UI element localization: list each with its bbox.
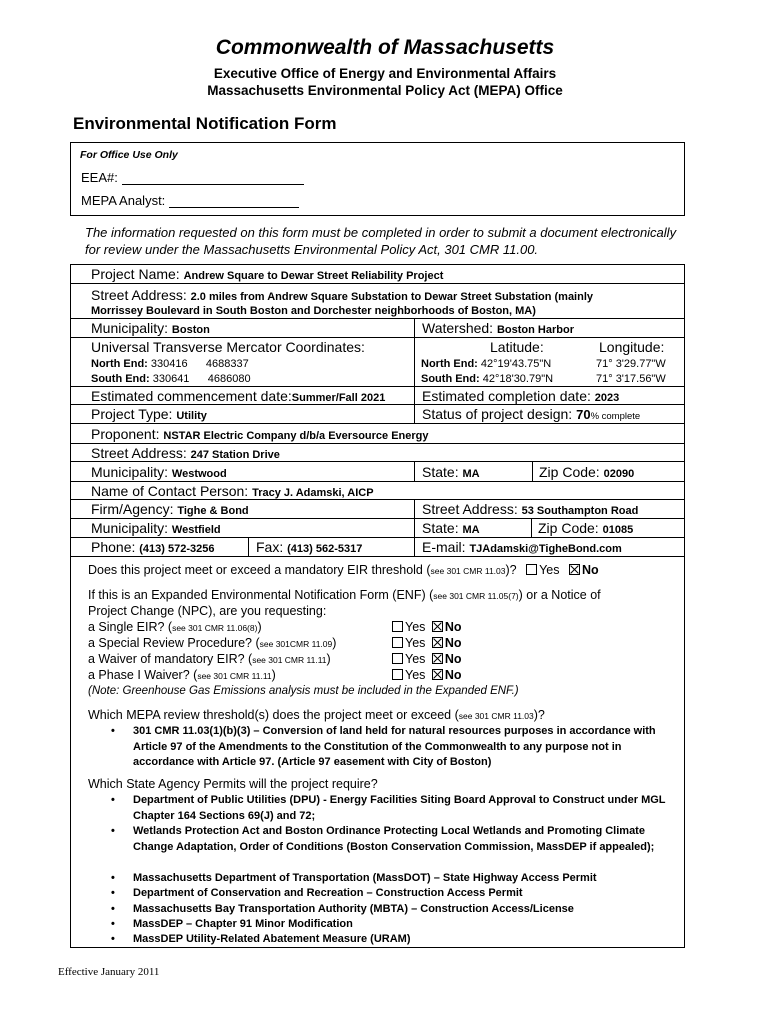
contact-street-value[interactable]: 53 Southampton Road: [521, 505, 639, 517]
waiver-eir-options: [392, 651, 462, 667]
design-status-label: Status of project design:: [422, 406, 573, 422]
analyst-label: MEPA Analyst:: [81, 193, 166, 208]
south-end-label: South End:: [421, 373, 480, 385]
waiver-eir-end: ): [326, 652, 331, 666]
single-eir-question: [88, 619, 262, 636]
email-value[interactable]: TJAdamski@TigheBond.com: [469, 543, 622, 555]
south-end-coords: [421, 372, 553, 386]
permit-item: [111, 793, 681, 824]
special-review-end: ): [332, 636, 337, 650]
contact-state-label: State:: [422, 520, 459, 536]
permits-question: Which State Agency Permits will the project require?: [88, 777, 378, 791]
expanded-enf-question-line2: Project Change (NPC), are you requesting:: [88, 604, 327, 618]
fax-value[interactable]: (413) 562-5317: [287, 543, 363, 555]
south-longitude-value[interactable]: 71° 3'17.56"W: [596, 373, 666, 385]
permit-item: [111, 824, 681, 855]
eir-yes-label: Yes: [539, 563, 560, 577]
proponent-street-value[interactable]: 247 Station Drive: [190, 449, 280, 461]
permit-item: [111, 871, 681, 887]
proponent-municipality-value[interactable]: Westwood: [171, 468, 227, 480]
proponent-state-value[interactable]: MA: [462, 468, 480, 480]
threshold-item-text[interactable]: 301 CMR 11.03(1)(b)(3) – Conversion of land held for natural resources purposes in accordance with Article 97 of the Amendments to the Constitution of the Commonwealth to any purpose not in accordance with Article 97. (Article 97 easement with City of Boston): [133, 725, 656, 768]
email-label: E-mail:: [422, 539, 466, 555]
permit-item-text[interactable]: MassDEP – Chapter 91 Minor Modification: [133, 918, 353, 930]
threshold-item: [111, 724, 681, 771]
contact-street-field: [422, 501, 638, 520]
permit-item-text[interactable]: Massachusetts Bay Transportation Authority (MBTA) – Construction Access/License: [133, 903, 574, 915]
phase-waiver-question: [88, 667, 276, 684]
bullet-icon: •: [111, 918, 115, 930]
proponent-zip-value[interactable]: 02090: [603, 468, 635, 480]
email-field: [422, 539, 622, 558]
north-end-coords: [421, 357, 551, 371]
project-name-label: Project Name:: [91, 266, 180, 282]
permit-item: [111, 917, 681, 933]
proponent-state-field: [422, 464, 480, 483]
phase-waiver-options: [392, 667, 462, 683]
north-end-utm: [91, 357, 249, 371]
permit-item: [111, 886, 681, 902]
contact-name-value[interactable]: Tracy J. Adamski, AICP: [252, 487, 374, 499]
project-municipality-value[interactable]: Boston: [171, 324, 210, 336]
proponent-municipality-field: [91, 464, 227, 483]
agency-name: Massachusetts Environmental Policy Act (MEPA) Office: [207, 83, 563, 98]
thresholds-question: [88, 707, 545, 724]
south-latitude-value[interactable]: 42°18'30.79"N: [482, 373, 554, 385]
single-eir-label: a Single EIR? (: [88, 620, 173, 634]
north-longitude: [596, 357, 666, 371]
bullet-icon: •: [111, 794, 115, 806]
document-title: Commonwealth of Massachusetts: [215, 36, 555, 59]
eir-no-label: No: [582, 563, 599, 577]
watershed-label: Watershed:: [422, 320, 494, 336]
permit-item-text[interactable]: Massachusetts Department of Transportation (MassDOT) – State Highway Access Permit: [133, 872, 597, 884]
project-municipality-label: Municipality:: [91, 320, 169, 336]
longitude-label: Longitude:: [599, 339, 665, 355]
phase-waiver-no-checkbox[interactable]: [432, 669, 443, 680]
eir-threshold-question: [88, 562, 599, 579]
contact-municipality-label: Municipality:: [91, 520, 169, 536]
single-eir-yes-checkbox[interactable]: [392, 621, 403, 632]
waiver-eir-yes-checkbox[interactable]: [392, 653, 403, 664]
column-divider: [414, 319, 415, 424]
completion-label: Estimated completion date:: [422, 388, 591, 404]
special-review-no-label: No: [444, 636, 462, 650]
contact-municipality-value[interactable]: Westfield: [171, 524, 221, 536]
contact-zip-label: Zip Code:: [538, 520, 599, 536]
bullet-icon: •: [111, 872, 115, 884]
office-use-box: [70, 142, 685, 216]
completion-field: [422, 388, 619, 407]
project-municipality-field: [91, 320, 210, 339]
design-status-field: [422, 406, 640, 425]
contact-municipality-field: [91, 520, 221, 539]
proponent-value[interactable]: NSTAR Electric Company d/b/a Eversource Energy: [163, 430, 429, 442]
eea-label: EEA#:: [81, 170, 118, 185]
waiver-eir-yes-label: Yes: [405, 652, 426, 666]
project-type-label: Project Type:: [91, 406, 173, 422]
phase-waiver-label: a Phase I Waiver? (: [88, 668, 198, 682]
fax-field: [256, 539, 362, 558]
proponent-municipality-label: Municipality:: [91, 464, 169, 480]
bullet-icon: •: [111, 725, 115, 737]
proponent-street-label: Street Address:: [91, 445, 187, 461]
ghg-note: (Note: Greenhouse Gas Emissions analysis must be included in the Expanded ENF.): [88, 685, 519, 697]
phase-waiver-yes-label: Yes: [405, 668, 426, 682]
expanded-enf-question: [88, 587, 601, 604]
south-longitude: [596, 372, 666, 386]
project-type-field: [91, 406, 207, 425]
contact-state-field: [422, 520, 480, 539]
single-eir-yes-label: Yes: [405, 620, 426, 634]
project-name-value[interactable]: Andrew Square to Dewar Street Reliability Project: [183, 270, 444, 282]
completion-value[interactable]: 2023: [594, 392, 620, 404]
expanded-question-text: If this is an Expanded Environmental Notification Form (ENF) (: [88, 588, 434, 602]
north-end-label: North End:: [91, 358, 148, 370]
commencement-value[interactable]: Summer/Fall 2021: [291, 392, 386, 404]
watershed-field: [422, 320, 574, 339]
south-end-utm-value[interactable]: 330641 4686080: [152, 373, 251, 385]
project-street-label: Street Address:: [91, 287, 187, 303]
north-end-label: North End:: [421, 358, 478, 370]
thresholds-question-ref: see 301 CMR 11.03: [458, 711, 534, 721]
permit-item: [111, 902, 681, 918]
mepa-analyst-field[interactable]: [169, 195, 299, 208]
permit-item-text[interactable]: Department of Public Utilities (DPU) - Energy Facilities Siting Board Approval to Construct under MGL Chapter 164 Sections 69(J) and 72;: [133, 794, 666, 822]
contact-zip-field: [538, 520, 633, 539]
special-review-yes-label: Yes: [405, 636, 426, 650]
column-divider: [414, 500, 415, 557]
phone-value[interactable]: (413) 572-3256: [139, 543, 215, 555]
permit-item-text[interactable]: Department of Conservation and Recreation – Construction Access Permit: [133, 887, 523, 899]
phase-waiver-end: ): [271, 668, 276, 682]
design-status-suffix: % complete: [590, 411, 641, 422]
project-street-value-line1[interactable]: 2.0 miles from Andrew Square Substation to Dewar Street Substation (mainly: [190, 291, 594, 303]
contact-street-label: Street Address:: [422, 501, 518, 517]
special-review-options: [392, 635, 462, 651]
eea-number-field[interactable]: [122, 172, 304, 185]
office-use-heading: For Office Use Only: [80, 149, 178, 161]
thresholds-question-text: Which MEPA review threshold(s) does the project meet or exceed (: [88, 708, 459, 722]
phase-waiver-ref: see 301 CMR 11.11: [197, 671, 272, 681]
south-end-utm: [91, 372, 251, 386]
single-eir-ref: see 301 CMR 11.06(8): [172, 623, 258, 633]
special-review-question: [88, 635, 336, 652]
project-street-value-line2[interactable]: Morrissey Boulevard in South Boston and Dorchester neighborhoods of Boston, MA): [91, 305, 536, 317]
phone-field: [91, 539, 215, 558]
bullet-icon: •: [111, 887, 115, 899]
thresholds-question-end: )?: [533, 708, 545, 722]
proponent-street-field: [91, 445, 280, 464]
waiver-eir-question: [88, 651, 331, 668]
fax-label: Fax:: [256, 539, 284, 555]
project-type-value[interactable]: Utility: [176, 410, 207, 422]
eir-question-ref: see 301 CMR 11.03: [430, 566, 506, 576]
proponent-label: Proponent:: [91, 426, 160, 442]
single-eir-no-label: No: [444, 620, 462, 634]
latitude-label: Latitude:: [490, 339, 544, 355]
form-title: Environmental Notification Form: [73, 114, 337, 133]
permit-item: [111, 932, 681, 948]
contact-state-value[interactable]: MA: [462, 524, 480, 536]
eea-number-line: [81, 170, 304, 185]
bullet-icon: •: [111, 903, 115, 915]
bullet-icon: •: [111, 933, 115, 945]
contact-name-field: [91, 483, 374, 502]
proponent-zip-label: Zip Code:: [539, 464, 600, 480]
design-status-percent[interactable]: 70: [576, 407, 591, 422]
watershed-value[interactable]: Boston Harbor: [496, 324, 574, 336]
waiver-eir-no-checkbox[interactable]: [432, 653, 443, 664]
eir-question-end: )?: [505, 563, 517, 577]
eir-question-text: Does this project meet or exceed a mandatory EIR threshold (: [88, 563, 431, 577]
special-review-ref: see 301CMR 11.09: [259, 639, 333, 649]
single-eir-no-checkbox[interactable]: [432, 621, 443, 632]
commencement-field: [91, 388, 385, 407]
expanded-question-end: ) or a Notice of: [518, 588, 601, 602]
project-name-field: [91, 266, 443, 285]
expanded-question-ref: see 301 CMR 11.05(7): [433, 591, 519, 601]
column-divider: [414, 462, 415, 482]
permit-item-text[interactable]: Wetlands Protection Act and Boston Ordinance Protecting Local Wetlands and Promoting Climate Change Adaptation, Order of Conditions (Boston Conservation Commission, MassDEP if appealed);: [133, 825, 655, 853]
mepa-analyst-line: [81, 193, 299, 208]
special-review-no-checkbox[interactable]: [432, 637, 443, 648]
utm-label: Universal Transverse Mercator Coordinates:: [91, 339, 365, 355]
office-name: Executive Office of Energy and Environmental Affairs: [213, 66, 557, 81]
bullet-icon: •: [111, 825, 115, 837]
permit-item-text[interactable]: MassDEP Utility-Related Abatement Measure (URAM): [133, 933, 411, 945]
column-divider: [531, 519, 532, 538]
eir-yes-checkbox[interactable]: [526, 564, 537, 575]
commencement-label: Estimated commencement date:: [91, 388, 292, 404]
footer-effective-date: Effective January 2011: [58, 966, 160, 978]
firm-field: [91, 501, 249, 520]
north-latitude-value[interactable]: 42°19'43.75"N: [480, 358, 552, 370]
contact-zip-value[interactable]: 01085: [602, 524, 634, 536]
proponent-state-label: State:: [422, 464, 459, 480]
phase-waiver-yes-checkbox[interactable]: [392, 669, 403, 680]
proponent-zip-field: [539, 464, 634, 483]
south-end-label: South End:: [91, 373, 150, 385]
waiver-eir-ref: see 301 CMR 11.11: [252, 655, 327, 665]
north-longitude-value[interactable]: 71° 3'29.77"W: [596, 358, 666, 370]
proponent-field: [91, 426, 429, 445]
phone-label: Phone:: [91, 539, 136, 555]
column-divider: [248, 538, 249, 557]
special-review-yes-checkbox[interactable]: [392, 637, 403, 648]
single-eir-end: ): [257, 620, 262, 634]
waiver-eir-label: a Waiver of mandatory EIR? (: [88, 652, 253, 666]
phase-waiver-no-label: No: [444, 668, 462, 682]
single-eir-options: [392, 619, 462, 635]
special-review-label: a Special Review Procedure? (: [88, 636, 260, 650]
firm-label: Firm/Agency:: [91, 501, 174, 517]
intro-text: The information requested on this form must be completed in order to submit a document electronically for review under the Massachusetts Environmental Policy Act, 301 CMR 11.00.: [85, 225, 677, 257]
eir-no-checkbox[interactable]: [569, 564, 580, 575]
north-end-utm-value[interactable]: 330416 4688337: [150, 358, 249, 370]
firm-value[interactable]: Tighe & Bond: [177, 505, 249, 517]
column-divider: [532, 462, 533, 482]
waiver-eir-no-label: No: [444, 652, 462, 666]
contact-name-label: Name of Contact Person:: [91, 483, 249, 499]
